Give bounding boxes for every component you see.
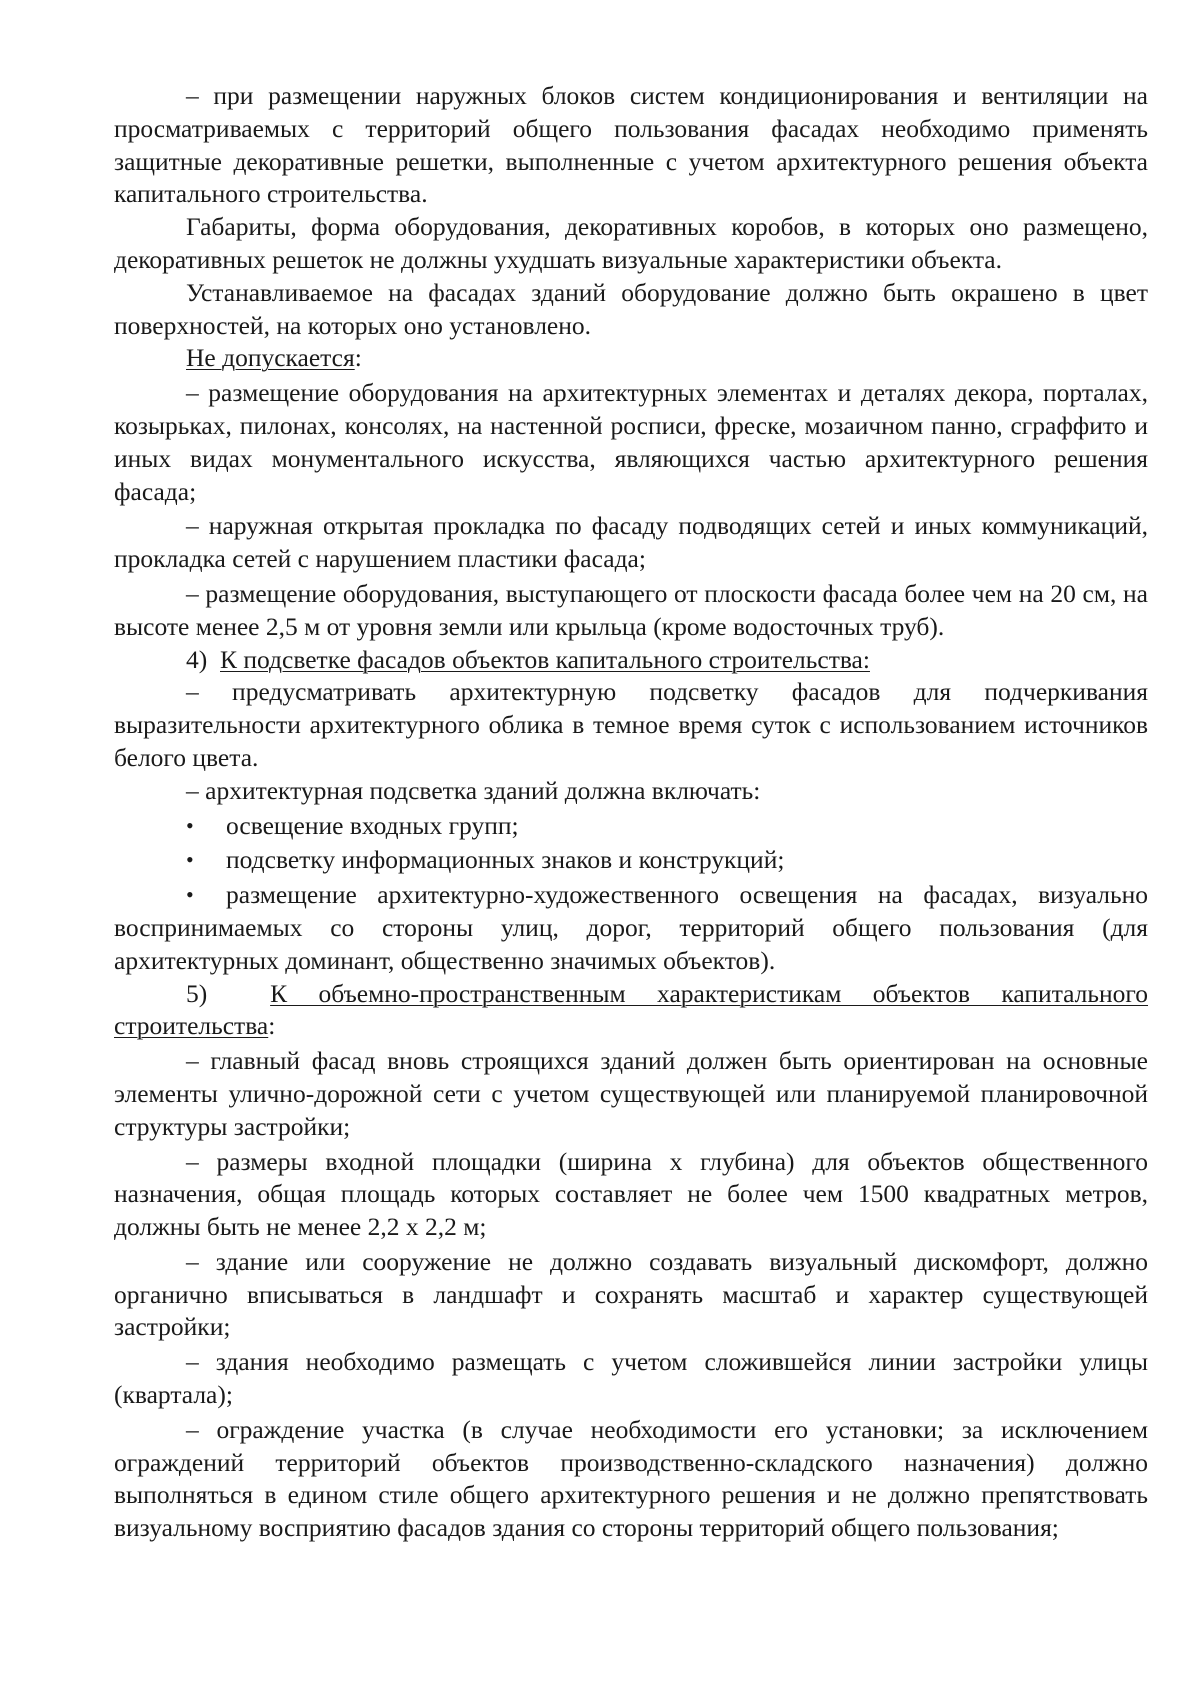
bullet-item — [114, 879, 1148, 977]
document-page — [114, 80, 1148, 1545]
paragraph-prohibited-placement: – размещение оборудования на архитектурных элементах и деталях декора, порталах, козырьках, пилонах, консолях, на настенной росписи, фреске, мозаичном панно, сграффито и иных видах монументального искусства, являющихся частью архитектурного решения фасада; — [114, 378, 1148, 506]
section-title-volume: К объемно-пространственным характеристикам объектов капитального строительства — [114, 978, 1149, 1041]
heading-not-allowed — [114, 342, 1148, 375]
paragraph-prohibited-protrusion: – размещение оборудования, выступающего от плоскости фасада более чем на 20 см, на высоте менее 2,5 м от уровня земли или крыльца (кроме водосточных труб). — [114, 578, 1148, 641]
section-number-5: 5) — [186, 978, 208, 1008]
paragraph-fencing: – ограждение участка (в случае необходимости его установки; за исключением ограждений территорий объектов производственно-складского назначения) должно выполняться в едином стиле общего архитектурного решения и не должно препятствовать визуальному восприятию фасадов здания со стороны территорий общего пользования; — [114, 1414, 1148, 1543]
paragraph-lighting-provision: – предусматривать архитектурную подсветку фасадов для подчеркивания выразительности архитектурного облика в темное время суток с использованием источников белого цвета. — [114, 677, 1148, 772]
bullet-item — [114, 844, 1148, 877]
paragraph-equipment-dimensions: Габариты, форма оборудования, декоративных коробов, в которых оно размещено, декоративных решеток не должны ухудшать визуальные характеристики объекта. — [114, 212, 1148, 274]
bullet-icon: • — [186, 847, 194, 873]
paragraph-building-line: – здания необходимо размещать с учетом сложившейся линии застройки улицы (квартала); — [114, 1347, 1148, 1410]
paragraph-main-facade: – главный фасад вновь строящихся зданий должен быть ориентирован на основные элементы улично-дорожной сети с учетом существующей или планируемой планировочной структуры застройки; — [114, 1046, 1148, 1141]
bullet-icon: • — [186, 812, 194, 838]
paragraph-equipment-color: Устанавливаемое на фасадах зданий оборудование должно быть окрашено в цвет поверхностей, на которых оно установлено. — [114, 277, 1148, 340]
paragraph-decorative-grilles: – при размещении наружных блоков систем кондиционирования и вентиляции на просматриваемых с территорий общего пользования фасадах необходимо применять защитные декоративные решетки, выполненные с учетом архитектурного решения объекта капитального строительства. — [114, 81, 1148, 209]
heading-not-allowed-text: Не допускается — [186, 343, 355, 373]
heading-not-allowed-colon: : — [354, 343, 362, 373]
section-title-volume-colon: : — [268, 1011, 276, 1041]
bullet-text: подсветку информационных знаков и конструкций; — [226, 845, 785, 875]
bullet-item — [114, 810, 1148, 843]
paragraph-entrance-area: – размеры входной площадки (ширина х глубина) для объектов общественного назначения, общая площадь которых составляет не более чем 1500 квадратных метров, должны быть не менее 2,2 х 2,2 м; — [114, 1146, 1148, 1242]
bullet-text: размещение архитектурно-художественного освещения на фасадах, визуально воспринимаемых со стороны улиц, дорог, территорий общего пользования (для архитектурных доминант, общественно значимых объектов). — [114, 880, 1148, 975]
section-title-lighting: К подсветке фасадов объектов капитального строительства: — [220, 644, 870, 674]
bullet-icon: • — [186, 882, 194, 908]
paragraph-visual-comfort: – здание или сооружение не должно создавать визуальный дискомфорт, должно органично вписываться в ландшафт и сохранять масштаб и характер существующей застройки; — [114, 1246, 1148, 1342]
section-heading-volume — [114, 978, 1148, 1044]
paragraph-lighting-includes: – архитектурная подсветка зданий должна включать: — [186, 775, 761, 805]
paragraph-prohibited-networks: – наружная открытая прокладка по фасаду подводящих сетей и иных коммуникаций, прокладка сетей с нарушением пластики фасада; — [114, 511, 1148, 574]
section-heading-lighting — [114, 644, 1148, 677]
bullet-text: освещение входных групп; — [226, 810, 519, 840]
section-number-4: 4) — [186, 644, 208, 674]
